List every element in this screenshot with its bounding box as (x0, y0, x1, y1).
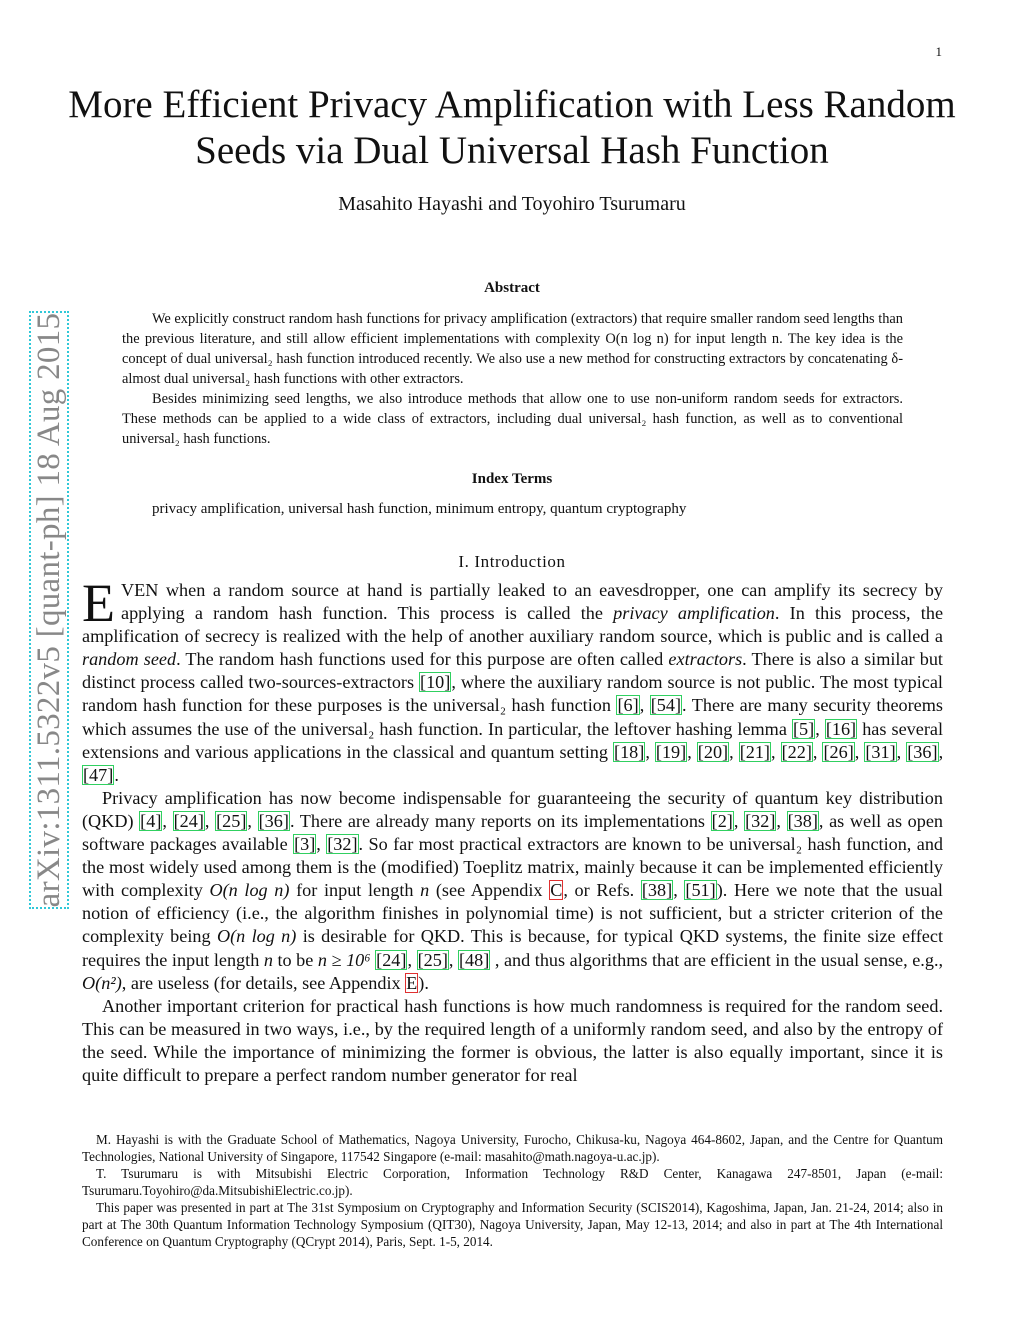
drop-cap: E (82, 573, 115, 633)
math-expression: n ≥ 10⁶ (317, 949, 371, 970)
citation-link[interactable]: [25] (216, 810, 247, 831)
citation-link[interactable]: [47] (83, 764, 114, 785)
citation-link[interactable]: [32] (327, 834, 358, 855)
citation-link[interactable]: [16] (825, 718, 857, 739)
math-expression: n (263, 949, 273, 970)
index-terms-heading: Index Terms (471, 471, 553, 487)
intro-paragraph-1: EVEN when a random source at hand is partially leaked to an eavesdropper, one can amplify its secrecy by applying a random hash function. This process is called the privacy amplification. In this process, the amplification of secrecy is realized with the help of another auxiliary random source, which is public and is called a random seed. The random hash functions used for this purpose are often called extractors. There is also a similar but distinct process called two-sources-extractors [10], where the auxiliary random source is not public. The most typical random hash function for these purposes is the universal₂ hash function [6], [54]. There are many security theorems which assumes the use of the universal₂ hash function. In particular, the leftover hashing lemma [5], [16] has several extensions and various applications in the classical and quantum setting [18], [19], [20], [21], [22], [26], [31], [36], [47]. (82, 573, 944, 785)
citation-link[interactable]: [10] (420, 672, 451, 693)
math-expression: n (420, 880, 430, 901)
citation-link[interactable]: [38] (641, 880, 673, 901)
citation-link[interactable]: [20] (697, 741, 729, 762)
footnotes (82, 1131, 943, 1250)
citation-link[interactable]: [25] (417, 949, 448, 970)
citation-link[interactable]: [2] (711, 810, 733, 831)
citation-link[interactable]: [24] (173, 810, 204, 831)
term-privacy-amplification: privacy amplification (613, 603, 775, 624)
authors: Masahito Hayashi and Toyohiro Tsurumaru (338, 193, 686, 215)
term-random-seed: random seed (82, 649, 177, 670)
footnote: This paper was presented in part at The 31st Symposium on Cryptography and Information Security (SCIS2014), Kagoshima, Japan, Jan. 21-24, 2014; also in part at The 30th Quantum Information Technology Symposium (QIT30), Nagoya University, Japan, May 12-13, 2014; and also in part at The 4th International Conference on Quantum Cryptography (QCrypt 2014), Paris, Sept. 1-5, 2014. (82, 1200, 943, 1249)
arxiv-id-link[interactable]: arXiv:1311.5322v5 [quant-ph] 18 Aug 2015 (31, 312, 67, 908)
intro-paragraph-2: Privacy amplification has now become indispensable for guaranteeing the security of quantum key distribution (QKD) [4], [24], [25], [36]. There are already many reports on its implementations [2], [32], [38], as well as open software packages available [3], [32]. So far most practical extractors are known to be universal₂ hash function, and the most widely used among them is the (modified) Toeplitz matrix, mainly because it can be implemented efficiently with complexity O(n log n) for input length n (see Appendix C, or Refs. [38], [51]). Here we note that the usual notion of efficiency (i.e., the algorithm finishes in polynomial time) is not sufficient, but a stricter criterion of the complexity being O(n log n) is desirable for QKD. This is because, for typical QKD systems, the finite size effect requires the input length n to be n ≥ 10⁶ [24], [25], [48] , and thus algorithms that are efficient in the usual sense, e.g., O(n²), are useless (for details, see Appendix E). (82, 787, 944, 993)
abstract-paragraph: We explicitly construct random hash functions for privacy amplification (extractors) that require smaller random seed lengths than the previous literature, and still allow efficient implementations with complexity O(n log n) for input length n. The key idea is the concept of dual universal₂ hash function introduced recently. We also use a new method for constructing extractors by concatenating δ-almost dual universal₂ hash functions with other extractors. (122, 311, 903, 387)
citation-link[interactable]: [36] (258, 810, 289, 831)
math-expression: O(n²) (82, 972, 122, 993)
citation-link[interactable]: [5] (792, 718, 815, 739)
citation-link[interactable]: [22] (781, 741, 812, 762)
footnote: M. Hayashi is with the Graduate School of Mathematics, Nagoya University, Furocho, Chikusa-ku, Nagoya 464-8602, Japan, and the Centre for Quantum Technologies, National University of Singapore, 117542 Singapore (e-mail: masahito@math.nagoya-u.ac.jp). (82, 1132, 943, 1164)
citation-link[interactable]: [51] (685, 880, 716, 901)
citation-link[interactable]: [54] (650, 695, 682, 716)
abstract-heading: Abstract (484, 280, 540, 296)
citation-link[interactable]: [19] (655, 741, 687, 762)
citation-link[interactable]: [24] (376, 949, 407, 970)
abstract-paragraph: Besides minimizing seed lengths, we also introduce methods that allow one to use non-uniform random seeds for extractors. These methods can be applied to a wide class of extractors, including dual universal₂ hash function, as well as to conventional universal₂ hash functions. (122, 391, 903, 447)
citation-link[interactable]: [18] (614, 741, 645, 762)
citation-link[interactable]: [21] (739, 741, 770, 762)
intro-body (82, 573, 944, 1087)
citation-link[interactable]: [3] (294, 834, 316, 855)
citation-link[interactable]: [4] (140, 810, 162, 831)
citation-link[interactable]: [26] (823, 741, 854, 762)
arxiv-stamp (28, 300, 70, 920)
citation-link[interactable]: [31] (865, 741, 896, 762)
citation-link[interactable]: [6] (617, 695, 639, 716)
appendix-link[interactable]: E (406, 972, 418, 993)
abstract (122, 309, 903, 449)
math-expression: O(n log n) (216, 926, 297, 947)
citation-link[interactable]: [32] (745, 810, 776, 831)
page-number: 1 (935, 44, 942, 59)
index-terms: privacy amplification, universal hash function, minimum entropy, quantum cryptography (152, 501, 687, 517)
math-expression: O(n log n) (209, 880, 290, 901)
intro-paragraph-3: Another important criterion for practical hash functions is how much randomness is required for the random seed. This can be measured in two ways, i.e., by the required length of a uniformly random seed, and also by the entropy of the seed. While the importance of minimizing the former is obvious, the latter is also equally important, since it is quite difficult to prepare a perfect random number generator for real (82, 995, 943, 1085)
citation-link[interactable]: [38] (787, 810, 818, 831)
appendix-link[interactable]: C (550, 880, 563, 901)
footnote: T. Tsurumaru is with Mitsubishi Electric Corporation, Information Technology R&D Center, Kanagawa 247-8501, Japan (e-mail: Tsurumaru.Toyohiro@da.MitsubishiElectric.co.jp). (82, 1166, 943, 1198)
paper-title: More Efficient Privacy Amplification with Less Random Seeds via Dual Universal Hash Function (68, 83, 956, 172)
term-extractors: extractors (668, 649, 743, 670)
citation-link[interactable]: [48] (459, 949, 490, 970)
section-heading: I. Introduction (458, 552, 566, 571)
citation-link[interactable]: [36] (907, 741, 938, 762)
